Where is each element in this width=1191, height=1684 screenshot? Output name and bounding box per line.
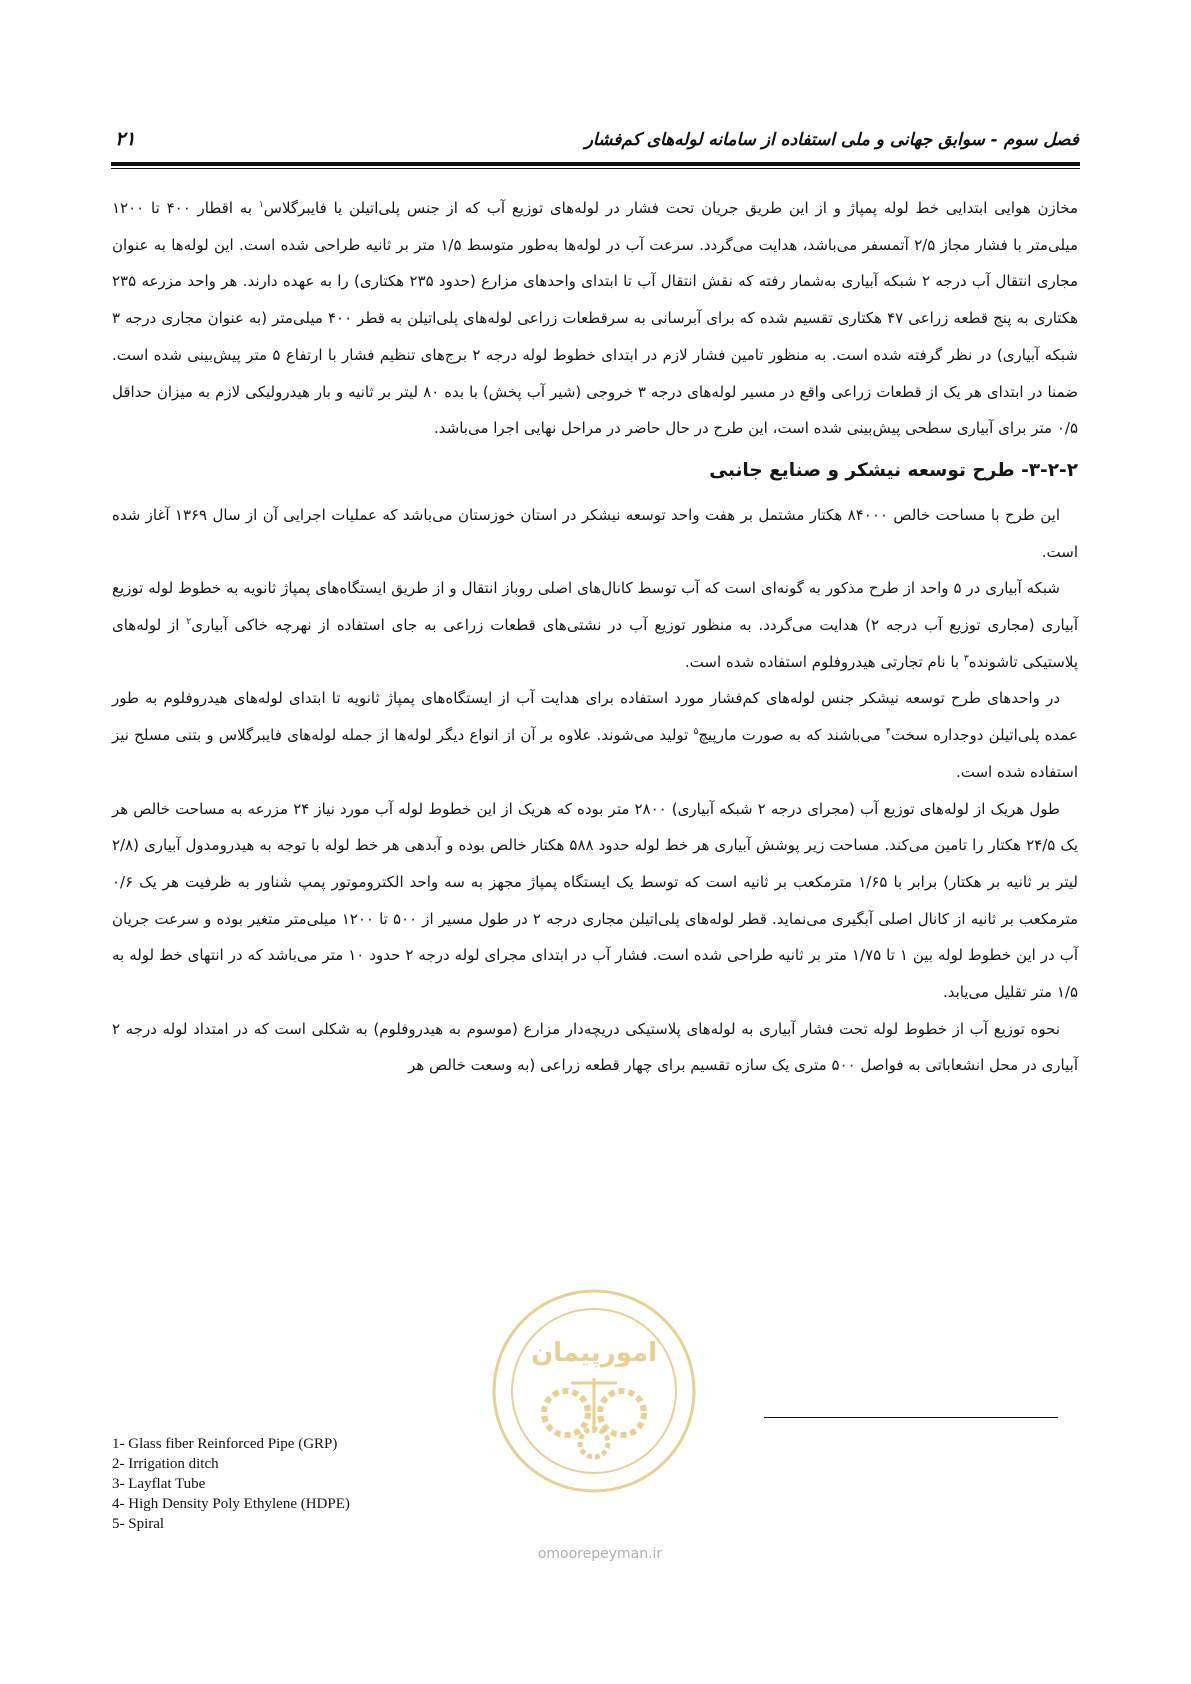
footnote-item: 5- Spiral — [112, 1516, 165, 1532]
footnote-item: 1- Glass fiber Reinforced Pipe (GRP) — [112, 1436, 338, 1452]
footnote-ref-4: ۴ — [886, 727, 891, 738]
footnotes — [112, 1434, 532, 1534]
footnote-ref-2: ۲ — [186, 617, 192, 628]
footnote-ref-3: ۳ — [963, 653, 969, 664]
page-number: ۲۱ — [115, 128, 136, 150]
paragraph-4: در واحدهای طرح توسعه نیشکر جنس لوله‌های کم‌فشار مورد استفاده برای هدایت آب از ایستگاه‌های پمپاژ ثانویه تا ابتدای لوله‌های هیدروفلوم به طور عمده پلی‌اتیلن دوجداره سخت$^۴$ می‌باشند که به صورت مارپیچ$^۵$ تولید می‌شوند. علاوه بر آن از انواع دیگر لوله‌ها از جمله لوله‌های فایبرگلاس و بتنی مسلح نیز استفاده شده است. — [112, 689, 1079, 781]
running-header-title: فصل سوم - سوابق جهانی و ملی استفاده از سامانه لوله‌های کم‌فشار — [584, 130, 1079, 150]
footnote-item: 4- High Density Poly Ethylene (HDPE) — [112, 1496, 350, 1512]
paragraph-1: مخازن هوایی ابتدایی خط لوله پمپاژ و از این طریق جریان تحت فشار در لوله‌های توزیع آب که از جنس پلی‌اتیلن یا فایبرگلاس$^۱$ به اقطار ۴۰۰ تا ۱۲۰۰ میلی‌متر با فشار مجاز ۲/۵ آتمسفر می‌باشد، هدایت می‌گردد. سرعت آب در لوله‌ها به‌طور متوسط ۱/۵ متر بر ثانیه طراحی شده است. این لوله‌ها به عنوان مجاری انتقال آب درجه ۲ شبکه آبیاری به‌شمار رفته که نقش انتقال آب تا ابتدای واحدهای مزارع (حدود ۲۳۵ هکتاری) را به عهده دارند. هر واحد مزرعه ۲۳۵ هکتاری به پنج قطعه زراعی ۴۷ هکتاری تقسیم شده که برای آبرسانی به سرقطعات زراعی لوله‌های پلی‌اتیلن به قطر ۴۰۰ میلی‌متر (به عنوان مجاری درجه ۳ شبکه آبیاری) در نظر گرفته شده است. به منظور تامین فشار لازم در ابتدای خطوط لوله درجه ۲ برج‌های تنظیم فشار با ارتفاع ۵ متر پیش‌بینی شده است. ضمنا در ابتدای هر یک از قطعات زراعی واقع در مسیر لوله‌های درجه ۳ خروجی (شیر آب پخش) با بده ۸۰ لیتر بر ثانیه و بار هیدرولیکی لازم به میزان حداقل ۰/۵ متر برای آبیاری سطحی پیش‌بینی شده است، این طرح در حال حاضر در مراحل نهایی اجرا می‌باشد. — [112, 199, 1079, 438]
footnote-item: 2- Irrigation ditch — [112, 1456, 219, 1472]
body-text — [112, 190, 1078, 1084]
paragraph-5: طول هریک از لوله‌های توزیع آب (مجرای درجه ۲ شبکه آبیاری) ۲۸۰۰ متر بوده که هریک از این خطوط لوله آب مورد نیاز ۲۴ مزرعه به مساحت خالص هر یک ۲۴/۵ هکتار را تامین می‌کند. مساحت زیر پوشش آبیاری هر خط لوله حدود ۵۸۸ هکتار خالص بوده و آبدهی هر خط لوله با توجه به هیدرومدول آبیاری (۲/۸ لیتر بر ثانیه بر هکتار) برابر با ۱/۶۵ مترمکعب بر ثانیه است که توسط یک ایستگاه پمپاژ مجهز به سه واحد الکتروموتور پمپ شناور به ظرفیت هر یک ۰/۶ مترمکعب بر ثانیه از کانال اصلی آبگیری می‌نماید. قطر لوله‌های پلی‌اتیلن مجاری درجه ۲ در طول مسیر از ۵۰۰ تا ۱۲۰۰ میلی‌متر متغیر بوده و سرعت جریان آب در این خطوط لوله بین ۱ تا ۱/۷۵ متر بر ثانیه طراحی شده است. فشار آب در ابتدای مجرای لوله درجه ۲ حدود ۱۰ متر می‌باشد که در انتهای خط لوله به ۱/۵ متر تقلیل می‌یابد. — [112, 799, 1079, 1002]
watermark-site: omoorepeyman.ir — [537, 1546, 663, 1562]
watermark-logo — [486, 1283, 702, 1499]
paragraph-2: این طرح با مساحت خالص ۸۴۰۰۰ هکتار مشتمل بر هفت واحد توسعه نیشکر در استان خوزستان می‌باشد که عملیات اجرایی آن از سال ۱۳۶۹ آغاز شده است. — [112, 505, 1078, 561]
footnote-ref-1: ۱ — [258, 200, 264, 210]
header-rule-thick — [111, 162, 1080, 166]
footnote-rule — [764, 1417, 1058, 1418]
footnote-ref-5: ۵ — [693, 727, 699, 738]
paragraph-6: نحوه توزیع آب از خطوط لوله تحت فشار آبیاری به لوله‌های پلاستیکی دریچه‌دار مزارع (موسوم به هیدروفلوم) به شکلی است که در امتداد لوله درجه ۲ آبیاری در محل انشعاباتی به فواصل ۵۰۰ متری یک سازه تقسیم برای چهار قطعه زراعی (به وسعت خالص هر — [112, 1019, 1078, 1075]
header-rule-thin — [111, 168, 1080, 169]
paragraph-3: شبکه آبیاری در ۵ واحد از طرح مذکور به گونه‌ای است که آب توسط کانال‌های اصلی روباز انتقال و از طریق ایستگاه‌های پمپاژ ثانویه به خطوط لوله توزیع آبیاری (مجاری توزیع آب درجه ۲) هدایت می‌گردد. به منظور توزیع آب در نشتی‌های قطعات زراعی به جای استفاده از نهرچه خاکی آبیاری$^۲$ از لوله‌های پلاستیکی تاشونده$^۳$ با نام تجارتی هیدروفلوم استفاده شده است. — [112, 579, 1078, 671]
watermark-text: امورپیمان — [530, 1338, 658, 1368]
section-heading: ۳-۲-۲- طرح توسعه نیشکر و صنایع جانبی — [709, 459, 1078, 481]
footnote-item: 3- Layflat Tube — [112, 1476, 206, 1492]
